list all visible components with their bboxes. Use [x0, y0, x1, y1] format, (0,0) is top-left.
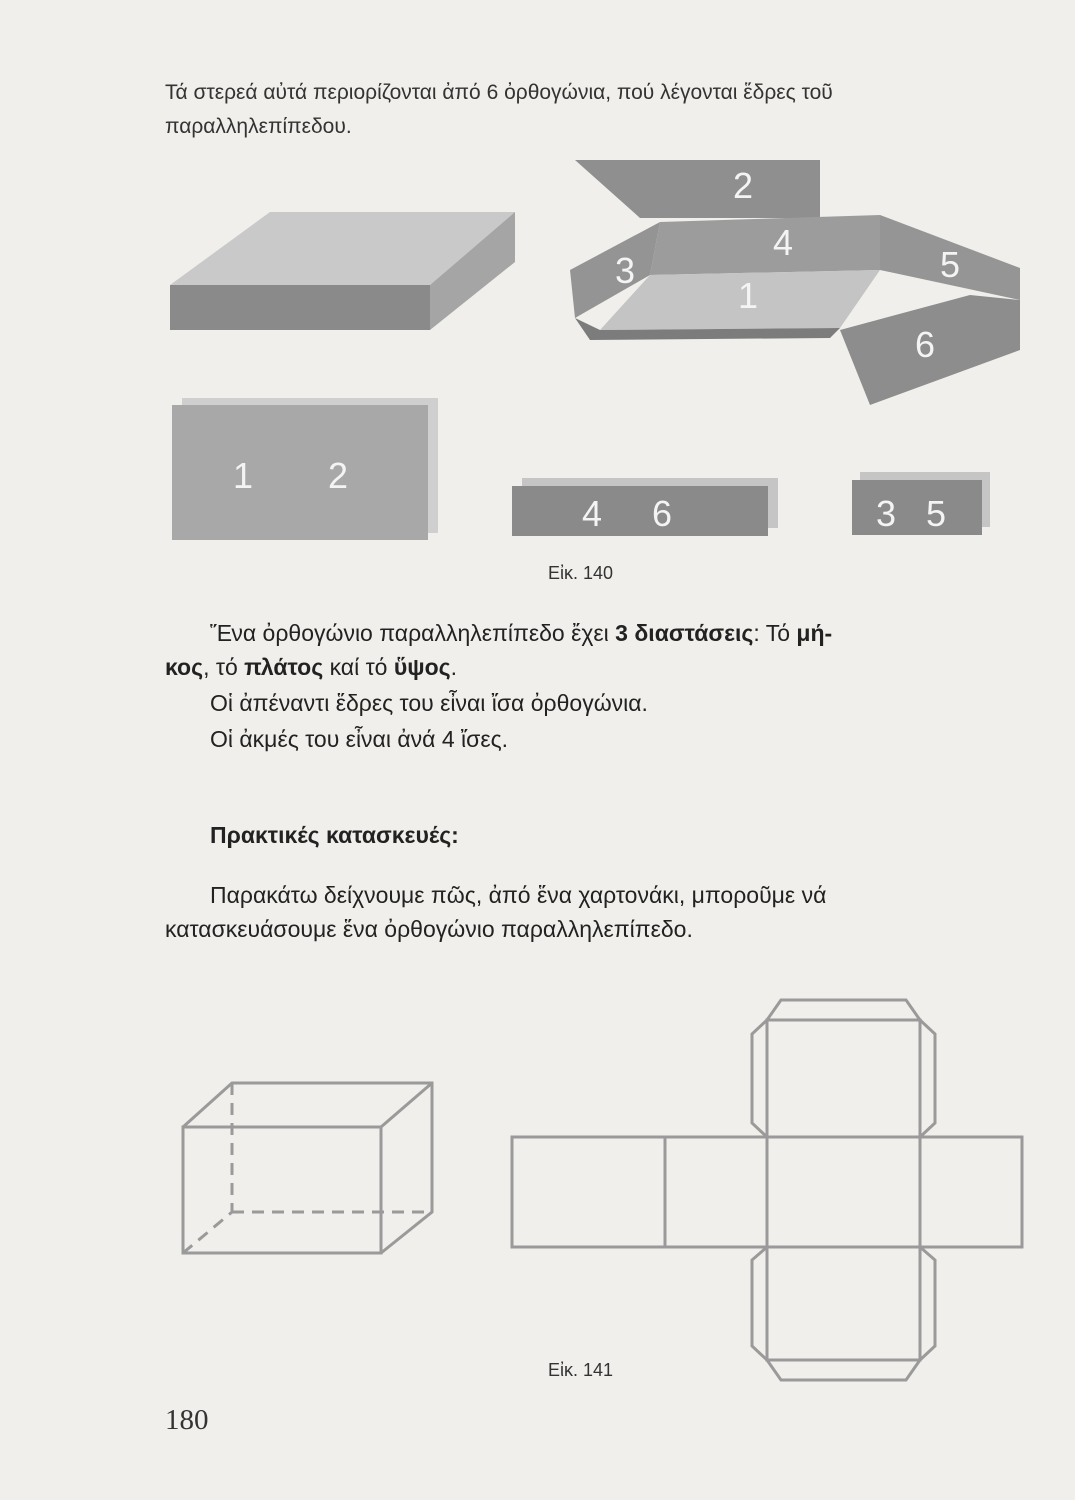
- definition-term: πλάτος: [244, 654, 324, 680]
- figure-141-caption: Εἰκ. 141: [548, 1360, 614, 1380]
- definition-term: ὕψος: [393, 654, 451, 680]
- face-pair-3-5: [852, 472, 990, 535]
- face-label: 6: [652, 493, 673, 534]
- net-face-label: 2: [733, 165, 754, 206]
- figure-140: [0, 0, 1075, 600]
- intro-line-1: Τά στερεά αὐτά περιορίζονται ἀπό 6 ὀρθογώνια, πού λέγονται ἕδρες τοῦ: [165, 81, 833, 104]
- definition-term: μή-: [796, 620, 833, 646]
- face-label: 2: [328, 455, 349, 496]
- definition-line-1: [210, 618, 832, 648]
- definition-line-4: Οἱ ἀκμές του εἶναι ἀνά 4 ἴσες.: [210, 726, 509, 752]
- net-face-label: 4: [773, 222, 794, 263]
- definition-text: : Τό: [753, 620, 797, 646]
- net-face-label: 3: [615, 250, 636, 291]
- face-label: 1: [233, 455, 254, 496]
- definition-term: κος: [165, 654, 204, 680]
- page-number: 180: [165, 1404, 209, 1436]
- practical-heading: Πρακτικές κατασκευές:: [210, 822, 459, 848]
- intro-line-2: παραλληλεπίπεδου.: [165, 115, 352, 138]
- definition-text: καί τό: [323, 654, 394, 680]
- face-label: 5: [926, 493, 947, 534]
- definition-term: 3 διαστάσεις: [615, 620, 754, 646]
- face-label: 4: [582, 493, 603, 534]
- net-face-label: 5: [940, 244, 961, 285]
- definition-line-2: [165, 652, 457, 682]
- definition-text: , τό: [203, 654, 245, 680]
- net-face-label: 6: [915, 324, 936, 365]
- figure-140-caption: Εἰκ. 140: [548, 563, 614, 583]
- cardboard-net: [512, 1000, 1022, 1380]
- practical-line-1: Παρακάτω δείχνουμε πῶς, ἀπό ἕνα χαρτονάκι, μποροῦμε νά: [210, 882, 827, 908]
- face-pair-4-6: [512, 478, 778, 536]
- net-face-label: 1: [738, 275, 759, 316]
- box-unfolding-net: [570, 160, 1020, 405]
- face-label: 3: [876, 493, 897, 534]
- face-pair-1-2: [172, 398, 438, 540]
- definition-line-3: Οἱ ἀπέναντι ἕδρες του εἶναι ἴσα ὀρθογώνια.: [210, 690, 648, 716]
- definition-text: .: [450, 654, 457, 680]
- practical-line-2: κατασκευάσουμε ἕνα ὀρθογώνιο παραλληλεπίπεδο.: [165, 916, 693, 942]
- wireframe-cube: [183, 1083, 432, 1253]
- box-solid: [170, 212, 515, 330]
- definition-text: Ἕνα ὀρθογώνιο παραλληλεπίπεδο ἔχει: [210, 620, 616, 646]
